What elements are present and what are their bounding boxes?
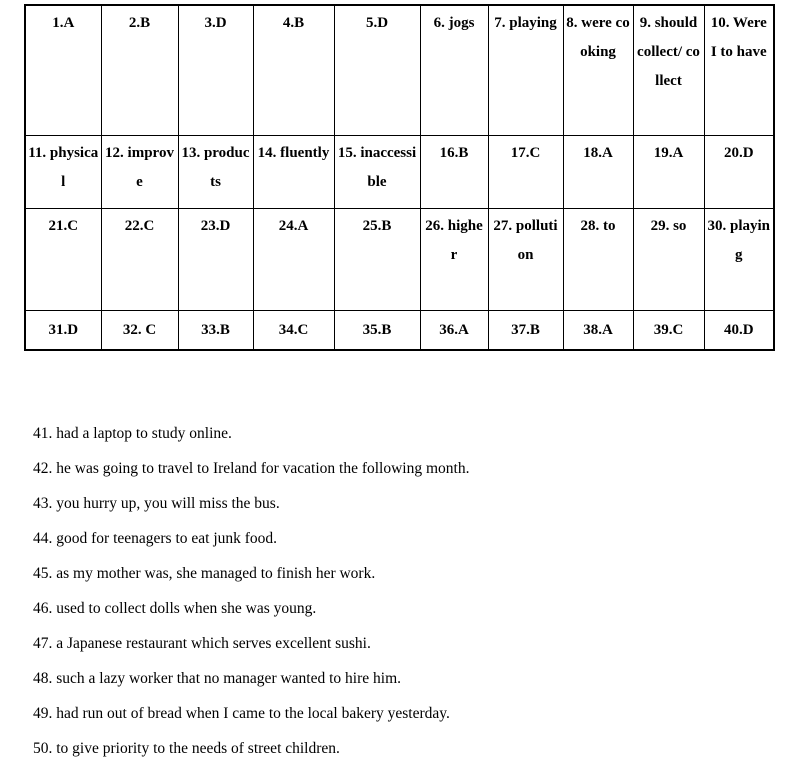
answer-cell: 14. fluently bbox=[253, 136, 334, 209]
written-answers-list bbox=[33, 421, 469, 771]
table-row bbox=[25, 5, 774, 136]
table-row bbox=[25, 311, 774, 351]
answer-cell: 33.B bbox=[178, 311, 253, 351]
table-row bbox=[25, 209, 774, 311]
answer-cell: 9. should collect/ collect bbox=[633, 5, 704, 136]
answer-cell: 16.B bbox=[420, 136, 488, 209]
answer-cell: 8. were cooking bbox=[563, 5, 633, 136]
list-item: 45. as my mother was, she managed to finish her work. bbox=[33, 565, 376, 582]
answer-cell: 1.A bbox=[25, 5, 101, 136]
list-item: 47. a Japanese restaurant which serves excellent sushi. bbox=[33, 635, 371, 652]
answer-cell: 11. physical bbox=[25, 136, 101, 209]
answer-cell: 38.A bbox=[563, 311, 633, 351]
answer-cell: 25.B bbox=[334, 209, 420, 311]
list-item: 41. had a laptop to study online. bbox=[33, 425, 232, 442]
answer-cell: 6. jogs bbox=[420, 5, 488, 136]
answer-cell: 17.C bbox=[488, 136, 563, 209]
list-item: 49. had run out of bread when I came to the local bakery yesterday. bbox=[33, 705, 450, 722]
answer-cell: 3.D bbox=[178, 5, 253, 136]
answer-cell: 31.D bbox=[25, 311, 101, 351]
answer-cell: 2.B bbox=[101, 5, 178, 136]
answer-cell: 23.D bbox=[178, 209, 253, 311]
answer-cell: 28. to bbox=[563, 209, 633, 311]
answer-key-table bbox=[24, 4, 775, 351]
answer-cell: 26. higher bbox=[420, 209, 488, 311]
answer-cell: 10. Were I to have bbox=[704, 5, 774, 136]
answer-cell: 13. products bbox=[178, 136, 253, 209]
answer-cell: 27. pollution bbox=[488, 209, 563, 311]
answer-cell: 24.A bbox=[253, 209, 334, 311]
table-row bbox=[25, 136, 774, 209]
answer-cell: 4.B bbox=[253, 5, 334, 136]
answer-cell: 22.C bbox=[101, 209, 178, 311]
list-item: 44. good for teenagers to eat junk food. bbox=[33, 530, 278, 547]
answer-cell: 7. playing bbox=[488, 5, 563, 136]
answer-cell: 37.B bbox=[488, 311, 563, 351]
answer-cell: 19.A bbox=[633, 136, 704, 209]
list-item: 42. he was going to travel to Ireland for vacation the following month. bbox=[33, 460, 470, 477]
answer-cell: 36.A bbox=[420, 311, 488, 351]
answer-cell: 15. inaccessible bbox=[334, 136, 420, 209]
answer-cell: 35.B bbox=[334, 311, 420, 351]
list-item: 50. to give priority to the needs of street children. bbox=[33, 740, 340, 757]
list-item: 46. used to collect dolls when she was young. bbox=[33, 600, 317, 617]
answer-cell: 18.A bbox=[563, 136, 633, 209]
answer-cell: 34.C bbox=[253, 311, 334, 351]
list-item: 43. you hurry up, you will miss the bus. bbox=[33, 495, 280, 512]
answer-cell: 40.D bbox=[704, 311, 774, 351]
answer-cell: 30. playing bbox=[704, 209, 774, 311]
answer-cell: 29. so bbox=[633, 209, 704, 311]
answer-cell: 39.C bbox=[633, 311, 704, 351]
answer-cell: 32. C bbox=[101, 311, 178, 351]
answer-cell: 12. improve bbox=[101, 136, 178, 209]
answer-cell: 5.D bbox=[334, 5, 420, 136]
answer-cell: 20.D bbox=[704, 136, 774, 209]
answer-cell: 21.C bbox=[25, 209, 101, 311]
list-item: 48. such a lazy worker that no manager wanted to hire him. bbox=[33, 670, 402, 687]
